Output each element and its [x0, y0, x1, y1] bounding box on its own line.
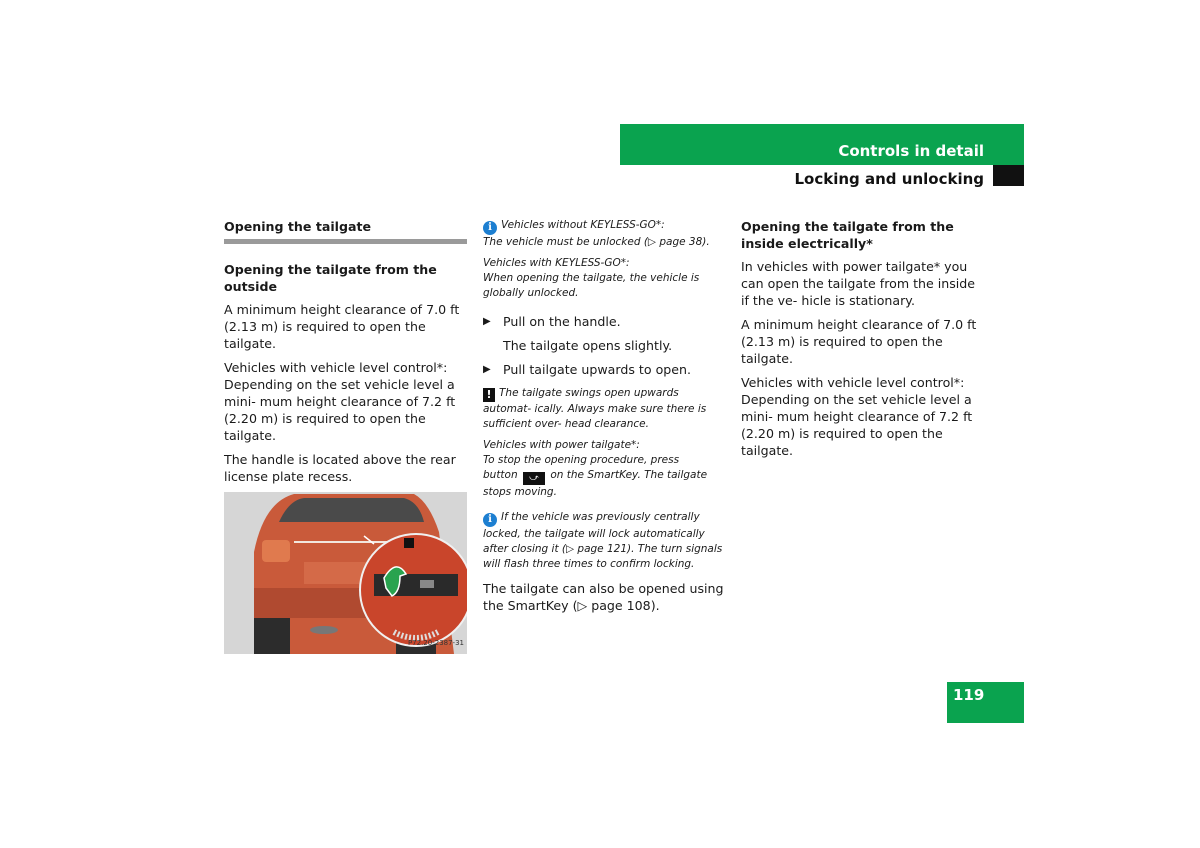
column-left [224, 218, 467, 654]
step-pull-handle [483, 313, 726, 330]
info-note-locking [483, 510, 726, 572]
page-number: 119 [953, 686, 985, 704]
paragraph: Vehicles with vehicle level control*: Depending on the set vehicle level a mini- mum height clearance of 7.2 ft (2.20 m) is required to open the tailgate. [741, 375, 973, 458]
note-line: When opening the tailgate, the vehicle is globally unlocked. [483, 272, 700, 299]
note-line: Vehicles with power tailgate*: [483, 439, 640, 451]
subsection-title: Locking and unlocking [794, 170, 984, 188]
column-right [741, 218, 984, 466]
note-line: button [483, 469, 518, 481]
paragraph: In vehicles with power tailgate* you can open the tailgate from the inside if the ve- hicle is stationary. [741, 259, 976, 308]
paragraph: Vehicles with vehicle level control*: Depending on the set vehicle level a mini- mum height clearance of 7.2 ft (2.20 m) is required to open the tailgate. [224, 360, 456, 443]
heading-outside: Opening the tailgate from the outside [224, 262, 437, 294]
warning-note [483, 386, 726, 432]
note-line: on the SmartKey. The tailgate stops moving. [483, 469, 708, 498]
triangle-right-icon: ▶ [483, 364, 491, 375]
note-line: The vehicle must be unlocked (▷ page 38). [483, 236, 710, 248]
info-note-keyless-go [483, 256, 726, 301]
note-text: If the vehicle was previously centrally locked, the tailgate will lock automatically after closing it (▷ page 121). The turn signals will flash three times to confirm locking. [483, 511, 723, 570]
step-text: Pull on the handle. [503, 314, 621, 329]
note-line: Vehicles with KEYLESS-GO*: [483, 257, 630, 269]
paragraph: A minimum height clearance of 7.0 ft (2.13 m) is required to open the tailgate. [224, 302, 460, 351]
paragraph: The handle is located above the rear license plate recess. [224, 452, 456, 484]
step-text: Pull tailgate upwards to open. [503, 362, 691, 377]
power-tailgate-note [483, 438, 726, 500]
car-rear-illustration [224, 492, 467, 654]
page-title: Opening the tailgate [224, 218, 467, 244]
step-result: The tailgate opens slightly. [503, 338, 673, 353]
note-line: Vehicles without KEYLESS-GO*: [501, 219, 665, 231]
thumb-tab [993, 165, 1024, 186]
image-code: P72.20-2387-31 [407, 639, 464, 647]
paragraph: A minimum height clearance of 7.0 ft (2.13 m) is required to open the tailgate. [741, 317, 977, 366]
warning-icon: ! [483, 388, 495, 402]
step-pull-upwards [483, 361, 726, 378]
tailgate-button-icon: ⤻ [523, 472, 545, 485]
warning-text: The tailgate swings open upwards automat- ically. Always make sure there is sufficient over- head clearance. [483, 387, 707, 430]
section-title: Controls in detail [838, 142, 984, 160]
info-icon: i [483, 221, 497, 235]
triangle-right-icon: ▶ [483, 316, 491, 327]
note-line: To stop the opening procedure, press [483, 454, 680, 466]
info-note-keyless [483, 218, 726, 250]
heading-inside: Opening the tailgate from the inside electrically* [741, 219, 954, 251]
column-middle [483, 218, 726, 621]
paragraph: The tailgate can also be opened using the SmartKey (▷ page 108). [483, 581, 724, 613]
info-icon: i [483, 513, 497, 527]
tailgate-photo [224, 492, 467, 654]
